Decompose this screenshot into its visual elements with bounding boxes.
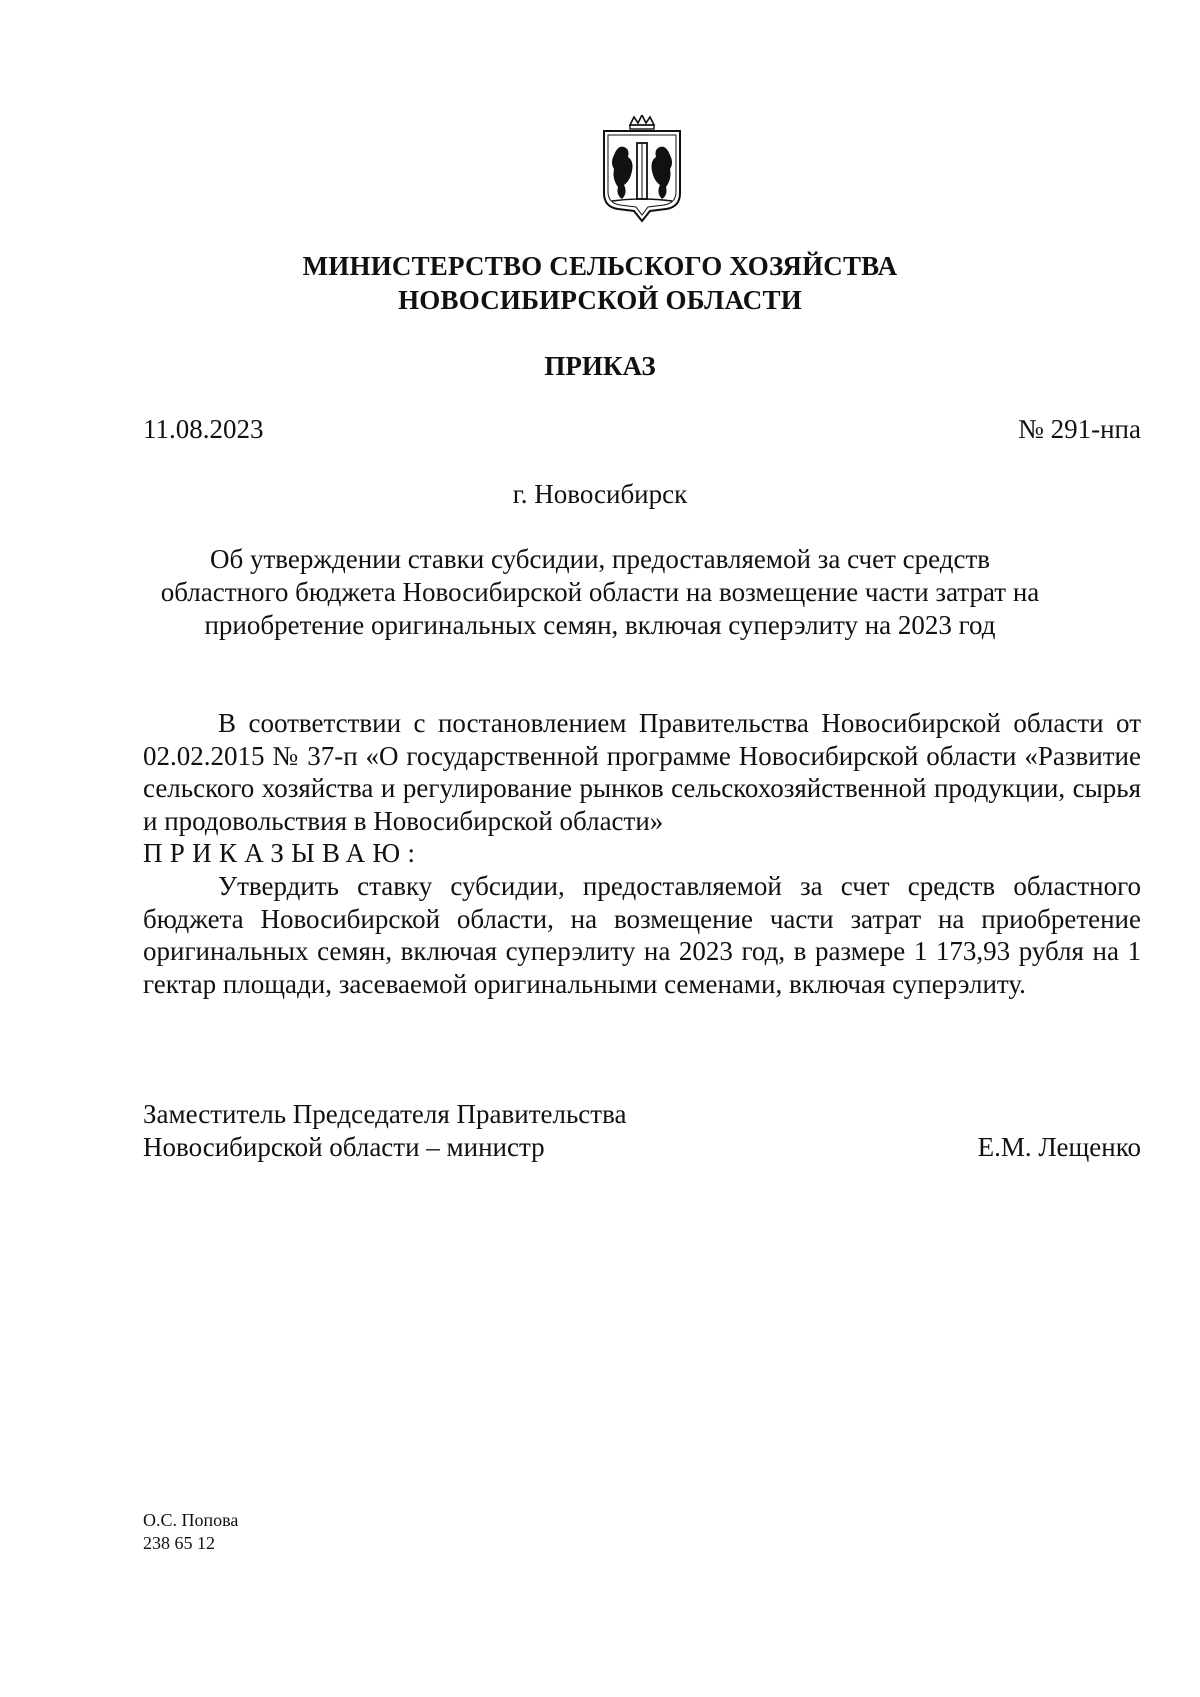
document-date: 11.08.2023 xyxy=(143,414,264,444)
body-paragraph-decision: Утвердить ставку субсидии, предоставляемой за счет средств областного бюджета Новосибирской области, на возмещение части затрат на приобретение оригинальных семян, включая суперэлиту на 2023 год, в размере 1 173,93 рубля на 1 гектар площади, засеваемой оригинальными семенами, включая суперэлиту. xyxy=(143,871,1141,999)
document-subject: Об утверждении ставки субсидии, предоставляемой за счет средств областного бюджета Новосибирской области на возмещение части затрат на приобретение оригинальных семян, включая суперэлиту на 2023 год xyxy=(160,544,1040,640)
document-number: № 291-нпа xyxy=(1018,414,1141,444)
organization-title: МИНИСТЕРСТВО СЕЛЬСКОГО ХОЗЯЙСТВА xyxy=(302,251,898,281)
signer-position-line-2: Новосибирской области – министр xyxy=(143,1132,545,1162)
coat-of-arms-icon xyxy=(600,115,684,223)
document-type: ПРИКАЗ xyxy=(544,351,656,381)
executor-phone: 238 65 12 xyxy=(143,1533,215,1553)
order-word: ПРИКАЗЫВАЮ: xyxy=(143,838,423,868)
body-paragraph-basis: В соответствии с постановлением Правительства Новосибирской области от 02.02.2015 № 37-п «О государственной программе Новосибирской области «Развитие сельского хозяйства и регулирование рынков сельскохозяйственной продукции, сырья и продовольствия в Новосибирской области» xyxy=(143,708,1141,836)
document-city: г. Новосибирск xyxy=(512,479,688,509)
executor-name: О.С. Попова xyxy=(143,1510,239,1530)
signer-name: Е.М. Лещенко xyxy=(977,1132,1141,1162)
signer-position-line-1: Заместитель Председателя Правительства xyxy=(143,1099,627,1129)
organization-region: НОВОСИБИРСКОЙ ОБЛАСТИ xyxy=(398,285,802,315)
